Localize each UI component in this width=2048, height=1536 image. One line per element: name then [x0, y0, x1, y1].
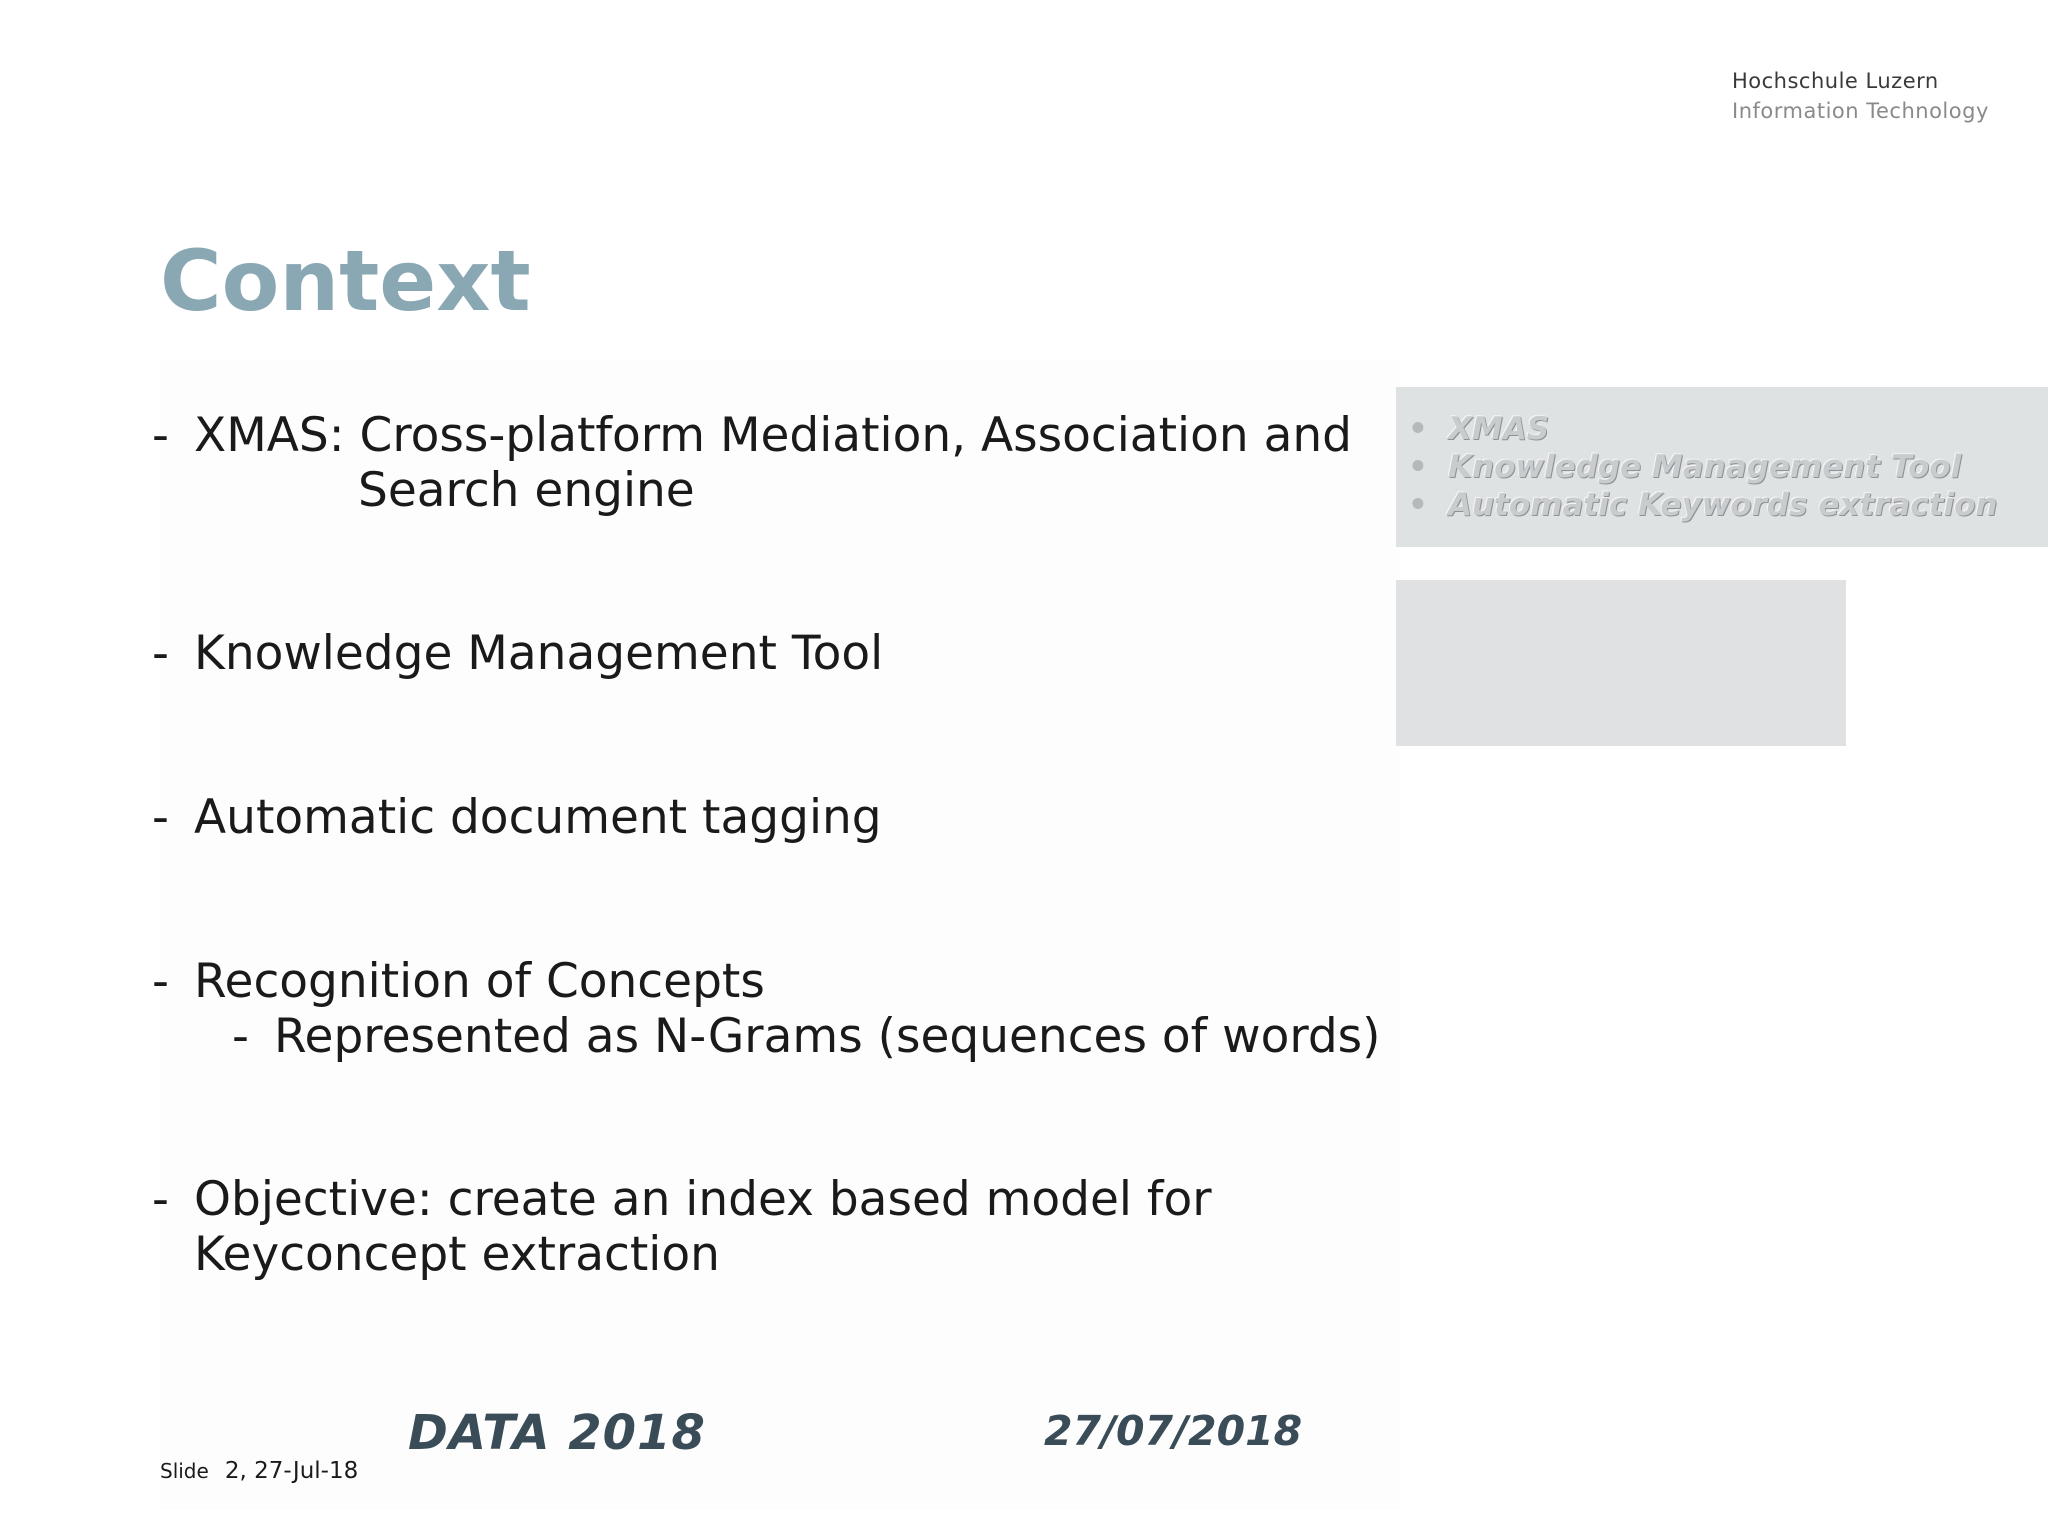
bullet-text-continuation: Keyconcept extraction: [194, 1227, 720, 1282]
sub-bullet-item: [152, 1009, 1380, 1064]
side-summary-text: XMAS: [1448, 411, 1550, 447]
bullet-dash: -: [152, 954, 169, 1009]
bullet-item-recognition-of-concepts: [152, 954, 1380, 1064]
side-summary-text: Automatic Keywords extraction: [1448, 487, 1998, 523]
footer-event-date: 27/07/2018: [1044, 1407, 1303, 1455]
sub-bullet-text: Represented as N-Grams (sequences of words): [274, 1009, 1381, 1064]
side-summary-item: [1408, 448, 1997, 486]
side-summary-item: [1408, 486, 1997, 524]
side-summary-item: [1408, 410, 1997, 448]
bullet-text: Knowledge Management Tool: [194, 626, 884, 681]
bullet-item-xmas: [152, 408, 1352, 518]
bullet-dash: -: [152, 790, 169, 845]
bullet-dot-icon: •: [1408, 449, 1428, 485]
sub-bullet-dash: -: [232, 1009, 249, 1064]
bullet-text: Recognition of Concepts: [194, 954, 765, 1009]
bullet-dot-icon: •: [1408, 487, 1428, 523]
logo-institution-name: Hochschule Luzern: [1732, 69, 1939, 93]
slide-number-value: 2, 27-Jul-18: [224, 1458, 359, 1484]
side-summary-list: [1408, 410, 1997, 524]
slide-title: Context: [160, 232, 531, 330]
bullet-text: Objective: create an index based model for: [194, 1172, 1212, 1227]
bullet-item-knowledge-management: [152, 626, 883, 681]
bullet-dot-icon: •: [1408, 411, 1428, 447]
bullet-item-document-tagging: [152, 790, 882, 845]
bullet-text: Automatic document tagging: [194, 790, 882, 845]
slide-number: [160, 1458, 358, 1484]
bullet-dash: -: [152, 1172, 169, 1227]
slide-number-label: Slide: [160, 1459, 209, 1483]
footer-event-name: DATA 2018: [408, 1405, 706, 1461]
bullet-dash: -: [152, 408, 169, 463]
bullet-dash: -: [152, 626, 169, 681]
content-panel: [160, 360, 1400, 1510]
bullet-text: XMAS: Cross-platform Mediation, Association and: [194, 408, 1352, 463]
side-empty-box: [1396, 580, 1846, 746]
bullet-item-objective: [152, 1172, 1212, 1282]
logo-department-name: Information Technology: [1732, 99, 1989, 123]
institution-logo: [1732, 66, 1989, 126]
side-summary-text: Knowledge Management Tool: [1448, 449, 1962, 485]
bullet-text-continuation: Search engine: [358, 463, 695, 518]
